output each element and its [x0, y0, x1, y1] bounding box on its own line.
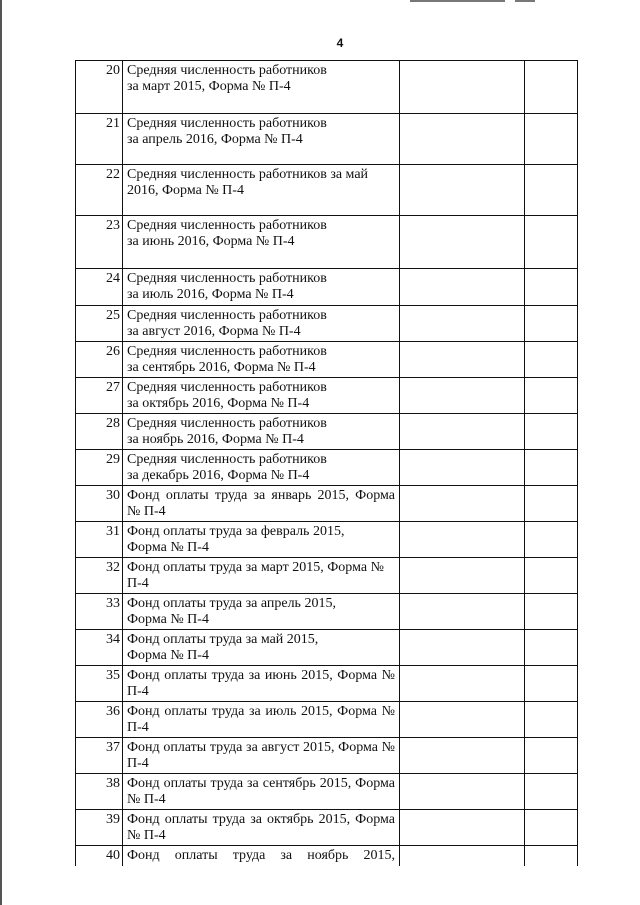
- empty-cell: [525, 306, 578, 342]
- table-row: [76, 414, 578, 450]
- empty-cell: [525, 846, 578, 866]
- row-text: [123, 61, 400, 114]
- row-number: 21: [76, 114, 123, 165]
- empty-cell: [400, 414, 525, 450]
- empty-cell: [525, 738, 578, 774]
- table-row: [76, 450, 578, 486]
- row-number: 32: [76, 558, 123, 594]
- row-number: 25: [76, 306, 123, 342]
- row-text-content: Средняя численность работников за июль 2016, Форма № П-4: [127, 271, 327, 302]
- table-row: [76, 774, 578, 810]
- empty-cell: [525, 630, 578, 666]
- row-text: [123, 738, 400, 774]
- row-text-content: Фонд оплаты труда за сентябрь 2015, Форма № П-4: [127, 776, 395, 807]
- row-number: 31: [76, 522, 123, 558]
- empty-cell: [400, 165, 525, 216]
- row-text: [123, 450, 400, 486]
- empty-cell: [400, 738, 525, 774]
- empty-cell: [525, 594, 578, 630]
- table-row: [76, 216, 578, 269]
- table-row: [76, 378, 578, 414]
- empty-cell: [525, 61, 578, 114]
- empty-cell: [525, 774, 578, 810]
- table-row: [76, 846, 578, 866]
- empty-cell: [525, 666, 578, 702]
- row-text-content: Средняя численность работников за август 2016, Форма № П-4: [127, 308, 327, 339]
- table-row: [76, 738, 578, 774]
- table-row: [76, 61, 578, 114]
- empty-cell: [525, 450, 578, 486]
- empty-cell: [400, 522, 525, 558]
- empty-cell: [400, 594, 525, 630]
- row-text: [123, 269, 400, 306]
- empty-cell: [525, 558, 578, 594]
- row-number: 39: [76, 810, 123, 846]
- empty-cell: [400, 810, 525, 846]
- row-text-content: Фонд оплаты труда за октябрь 2015, Форма № П-4: [127, 812, 395, 843]
- document-table: [75, 60, 578, 866]
- empty-cell: [400, 342, 525, 378]
- empty-cell: [400, 269, 525, 306]
- row-text-content: Фонд оплаты труда за август 2015, Форма № П-4: [127, 740, 395, 771]
- row-text: [123, 522, 400, 558]
- row-text-content: Средняя численность работников за декабрь 2016, Форма № П-4: [127, 452, 327, 483]
- row-number: 30: [76, 486, 123, 522]
- row-text-content: Средняя численность работников за апрель 2016, Форма № П-4: [127, 116, 327, 147]
- row-text-content: Фонд оплаты труда за январь 2015, Форма № П-4: [127, 488, 395, 519]
- row-number: 37: [76, 738, 123, 774]
- empty-cell: [525, 114, 578, 165]
- empty-cell: [400, 558, 525, 594]
- empty-cell: [400, 61, 525, 114]
- empty-cell: [525, 702, 578, 738]
- table-row: [76, 306, 578, 342]
- row-text: [123, 630, 400, 666]
- row-text-content: Фонд оплаты труда за июнь 2015, Форма № П-4: [127, 668, 395, 699]
- empty-cell: [400, 306, 525, 342]
- row-text: [123, 810, 400, 846]
- row-number: 33: [76, 594, 123, 630]
- row-text-content: Фонд оплаты труда за май 2015, Форма № П-4: [127, 632, 319, 663]
- row-text-content: Фонд оплаты труда за апрель 2015, Форма № П-4: [127, 596, 336, 627]
- empty-cell: [525, 414, 578, 450]
- row-text: [123, 216, 400, 269]
- row-text-content: Средняя численность работников за сентябрь 2016, Форма № П-4: [127, 344, 327, 375]
- row-number: 23: [76, 216, 123, 269]
- table-row: [76, 594, 578, 630]
- table-row: [76, 114, 578, 165]
- table-row: [76, 702, 578, 738]
- row-text: [123, 165, 400, 216]
- row-text: [123, 414, 400, 450]
- row-number: 35: [76, 666, 123, 702]
- table-row: [76, 630, 578, 666]
- row-text: [123, 378, 400, 414]
- row-text: [123, 342, 400, 378]
- scan-artifact-line: [515, 0, 535, 2]
- row-number: 29: [76, 450, 123, 486]
- row-number: 20: [76, 61, 123, 114]
- row-text: [123, 558, 400, 594]
- scan-artifact-line: [410, 0, 505, 2]
- row-text: [123, 666, 400, 702]
- empty-cell: [400, 666, 525, 702]
- table-row: [76, 342, 578, 378]
- empty-cell: [525, 486, 578, 522]
- row-number: 36: [76, 702, 123, 738]
- page-left-edge: [0, 0, 2, 905]
- empty-cell: [400, 378, 525, 414]
- row-number: 24: [76, 269, 123, 306]
- row-number: 28: [76, 414, 123, 450]
- empty-cell: [400, 216, 525, 269]
- empty-cell: [525, 522, 578, 558]
- empty-cell: [400, 702, 525, 738]
- empty-cell: [400, 774, 525, 810]
- row-number: 34: [76, 630, 123, 666]
- row-text-content: Средняя численность работников за октябрь 2016, Форма № П-4: [127, 380, 327, 411]
- row-text-content: Фонд оплаты труда за ноябрь 2015,: [127, 848, 395, 863]
- empty-cell: [400, 630, 525, 666]
- row-text-content: Средняя численность работников за март 2015, Форма № П-4: [127, 63, 327, 94]
- empty-cell: [525, 810, 578, 846]
- row-text: [123, 486, 400, 522]
- empty-cell: [400, 486, 525, 522]
- empty-cell: [525, 342, 578, 378]
- row-number: 40: [76, 846, 123, 866]
- empty-cell: [525, 216, 578, 269]
- row-text-content: Средняя численность работников за ноябрь 2016, Форма № П-4: [127, 416, 327, 447]
- empty-cell: [525, 378, 578, 414]
- row-text-content: Фонд оплаты труда за июль 2015, Форма № П-4: [127, 704, 395, 735]
- empty-cell: [400, 114, 525, 165]
- row-text: [123, 114, 400, 165]
- row-text: [123, 306, 400, 342]
- table-row: [76, 810, 578, 846]
- row-text-content: Фонд оплаты труда за март 2015, Форма № П-4: [127, 560, 384, 591]
- table-row: [76, 558, 578, 594]
- row-text: [123, 594, 400, 630]
- page-number: 4: [336, 36, 344, 50]
- empty-cell: [400, 450, 525, 486]
- table-row: [76, 522, 578, 558]
- row-number: 27: [76, 378, 123, 414]
- table-row: [76, 666, 578, 702]
- table-row: [76, 486, 578, 522]
- empty-cell: [525, 269, 578, 306]
- table-row: [76, 269, 578, 306]
- row-text: [123, 846, 400, 866]
- row-text-content: Фонд оплаты труда за февраль 2015, Форма № П-4: [127, 524, 345, 555]
- row-text: [123, 774, 400, 810]
- row-text: [123, 702, 400, 738]
- row-text-content: Средняя численность работников за май 2016, Форма № П-4: [127, 167, 369, 198]
- empty-cell: [400, 846, 525, 866]
- table-row: [76, 165, 578, 216]
- row-number: 38: [76, 774, 123, 810]
- row-number: 26: [76, 342, 123, 378]
- empty-cell: [525, 165, 578, 216]
- row-text-content: Средняя численность работников за июнь 2016, Форма № П-4: [127, 218, 327, 249]
- row-number: 22: [76, 165, 123, 216]
